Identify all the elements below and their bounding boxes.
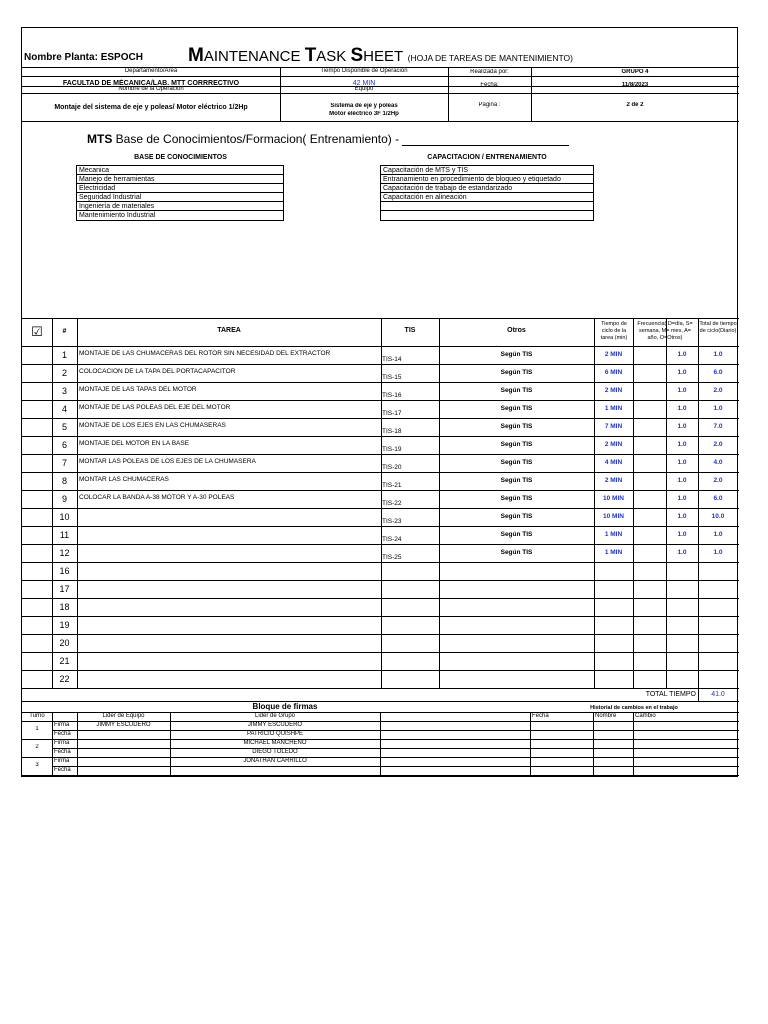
lider-equipo-firma xyxy=(77,740,170,748)
task-num: 3 xyxy=(61,386,67,396)
task-num: 9 xyxy=(61,494,67,504)
plant-label: Nombre Planta: xyxy=(24,52,98,63)
task-otros: Según TIS xyxy=(500,387,533,394)
equipo-value-2: Motor eléctrico 3F 1/2Hp xyxy=(329,111,399,117)
lider-grupo-header: Lider de Grupo xyxy=(254,713,296,719)
dept-value: FACULTAD DE MÉCANICA/LAB. MTT CORRRECTIVO xyxy=(62,80,240,87)
task-tis: TIS-21 xyxy=(382,482,402,489)
plant-value: ESPOCH xyxy=(100,52,143,63)
task-tis: TIS-19 xyxy=(382,446,402,453)
task-tiempo xyxy=(594,638,633,648)
task-total: 10.0 xyxy=(711,513,725,520)
history-cambio-header: Cambio xyxy=(635,713,656,719)
task-tis xyxy=(382,607,438,616)
task-frecuencia xyxy=(666,620,698,630)
signature-block-title: Bloque de firmas xyxy=(252,702,318,711)
pagina-value: 2 de 2 xyxy=(626,102,644,108)
task-desc: MONTAR LAS POLEAS DE LOS EJES DE LA CHUMASERA xyxy=(79,458,256,465)
task-total: 1.0 xyxy=(713,531,723,538)
task-tis xyxy=(382,661,438,670)
equipo-label: Equipo xyxy=(354,86,374,92)
task-frecuencia: 1.0 xyxy=(677,477,687,484)
task-num: 17 xyxy=(59,584,70,594)
task-desc: MONTAJE DE LAS TAPAS DEL MOTOR xyxy=(79,386,197,393)
mts-heading xyxy=(87,132,399,146)
task-tis: TIS-16 xyxy=(382,392,402,399)
task-otros: Según TIS xyxy=(500,495,533,502)
turno-header: Turno xyxy=(29,713,45,719)
turno-number: 1 xyxy=(35,726,39,732)
checkbox-icon[interactable]: ☑ xyxy=(31,324,43,339)
task-tis xyxy=(382,571,438,580)
task-num: 22 xyxy=(59,674,70,684)
task-frecuencia: 1.0 xyxy=(677,441,687,448)
total-time-label: TOTAL TIEMPO xyxy=(645,691,696,698)
lider-grupo-fecha xyxy=(170,767,380,775)
task-total: 1.0 xyxy=(713,549,723,556)
training-item: Capacitación de trabajo de estandarizado xyxy=(381,184,593,193)
firma-label: Firma xyxy=(54,740,70,746)
task-num: 2 xyxy=(61,368,67,378)
operation-label: Nombre de la Operación xyxy=(118,86,184,92)
task-desc xyxy=(79,619,379,629)
task-desc: COLOCACION DE LA TAPA DEL PORTACAPACITOR xyxy=(79,368,236,375)
task-total: 6.0 xyxy=(713,495,723,502)
fecha-label: Fecha xyxy=(54,767,71,773)
task-otros: Según TIS xyxy=(500,531,533,538)
task-tiempo: 6 MIN xyxy=(604,369,623,376)
task-desc: MONTAR LAS CHUMACERAS xyxy=(79,476,169,483)
mts-heading-bold: MTS xyxy=(87,132,113,146)
task-frecuencia: 1.0 xyxy=(677,495,687,502)
plant-name xyxy=(24,52,143,63)
lider-equipo-firma: JIMMY ESCUDERO xyxy=(96,722,151,728)
mts-heading-text: Base de Conocimientos/Formacion( Entrenamiento) - xyxy=(112,132,400,146)
task-tiempo: 1 MIN xyxy=(604,405,623,412)
time-value: 42 MIN xyxy=(352,80,376,87)
task-otros: Según TIS xyxy=(500,369,533,376)
training-list xyxy=(380,165,594,221)
fecha-label: Fecha xyxy=(54,749,71,755)
task-num: 16 xyxy=(59,566,70,576)
task-num: 20 xyxy=(59,638,70,648)
title-word-2: ASK xyxy=(316,48,351,65)
lider-grupo-firma: JIMMY ESCUDERO xyxy=(247,722,303,728)
title-letter-t: T xyxy=(304,45,317,66)
equipo-value-1: Sistema de eje y poleas xyxy=(330,103,398,109)
col-num-header: # xyxy=(62,328,67,335)
task-tis xyxy=(382,625,438,634)
history-title: Historial de cambios en el trabajo xyxy=(590,705,678,711)
task-otros: Según TIS xyxy=(500,549,533,556)
task-total: 2.0 xyxy=(713,441,723,448)
task-frecuencia xyxy=(666,656,698,666)
fecha-value: 11/8/2023 xyxy=(621,82,649,88)
task-num: 6 xyxy=(61,440,67,450)
task-num: 18 xyxy=(59,602,70,612)
task-frecuencia: 1.0 xyxy=(677,531,687,538)
task-desc xyxy=(79,637,379,647)
task-total: 1.0 xyxy=(713,405,723,412)
training-item: Capacitación en alineación xyxy=(381,193,593,202)
task-otros xyxy=(439,638,594,648)
lider-grupo-fecha: PATRICIO QUISHPE xyxy=(246,731,304,737)
turno-number: 3 xyxy=(35,762,39,768)
task-frecuencia: 1.0 xyxy=(677,513,687,520)
task-total: 4.0 xyxy=(713,459,723,466)
lider-equipo-header: Lider de Equipo xyxy=(102,713,145,719)
task-tis: TIS-14 xyxy=(382,356,402,363)
task-otros: Según TIS xyxy=(500,459,533,466)
task-total: 1.0 xyxy=(713,351,723,358)
task-desc xyxy=(79,601,379,611)
task-tis: TIS-23 xyxy=(382,518,402,525)
task-desc: COLOCAR LA BANDA A-38 MOTOR Y A-30 POLEAS xyxy=(79,494,235,501)
task-total xyxy=(698,638,738,648)
task-otros: Según TIS xyxy=(500,441,533,448)
turno-number: 2 xyxy=(35,744,39,750)
task-num: 19 xyxy=(59,620,70,630)
title-letter-m: M xyxy=(188,45,204,66)
task-total xyxy=(698,656,738,666)
task-frecuencia: 1.0 xyxy=(677,405,687,412)
task-frecuencia: 1.0 xyxy=(677,387,687,394)
training-item: Capacitación de MTS y TIS xyxy=(381,166,593,175)
task-frecuencia xyxy=(666,584,698,594)
task-num: 5 xyxy=(61,422,67,432)
task-desc: MONTAJE DE LAS POLEAS DEL EJE DEL MOTOR xyxy=(79,404,231,411)
task-num: 4 xyxy=(61,404,67,414)
knowledge-base-title: BASE DE CONOCIMIENTOS xyxy=(134,154,227,161)
history-nombre-header: Nombre xyxy=(595,713,617,719)
task-otros: Según TIS xyxy=(500,477,533,484)
task-total: 2.0 xyxy=(713,477,723,484)
knowledge-item: Electricidad xyxy=(77,184,283,193)
col-tis-header: TIS xyxy=(404,327,416,334)
task-frecuencia: 1.0 xyxy=(677,549,687,556)
task-desc xyxy=(79,529,379,539)
task-total xyxy=(698,566,738,576)
task-total: 2.0 xyxy=(713,387,723,394)
total-time-value: 41.0 xyxy=(711,691,725,698)
lider-grupo-firma: MICHAEL MANCHENO xyxy=(243,740,307,746)
task-tis: TIS-17 xyxy=(382,410,402,417)
col-total-header: Total de tiempo de ciclo(Diario) xyxy=(699,321,737,334)
task-total xyxy=(698,584,738,594)
task-tis: TIS-25 xyxy=(382,554,402,561)
task-frecuencia: 1.0 xyxy=(677,459,687,466)
realizada-value: GRUPO 4 xyxy=(621,69,649,75)
title-word-1: AINTENANCE xyxy=(203,48,305,65)
task-otros xyxy=(439,584,594,594)
task-tiempo: 10 MIN xyxy=(603,513,624,520)
task-total: 6.0 xyxy=(713,369,723,376)
fecha-label: Fecha xyxy=(54,731,71,737)
task-frecuencia xyxy=(666,638,698,648)
task-desc: MONTAJE DEL MOTOR EN LA BASE xyxy=(79,440,190,447)
task-desc: MONTAJE DE LAS CHUMACERAS DEL ROTOR SIN NECESIDAD DEL EXTRACTOR xyxy=(79,350,331,357)
task-tis xyxy=(382,679,438,688)
dept-label: Departamento/Area xyxy=(124,68,178,74)
sheet-title xyxy=(188,45,573,67)
col-otros-header: Otros xyxy=(507,327,526,334)
task-tiempo: 7 MIN xyxy=(604,423,623,430)
task-desc xyxy=(79,565,379,575)
task-tis xyxy=(382,589,438,598)
task-frecuencia xyxy=(666,674,698,684)
col-tiempo-header: Tiempo de ciclo de la tarea (min) xyxy=(600,321,628,341)
pagina-label: Pagina : xyxy=(478,102,501,108)
task-desc xyxy=(79,547,379,557)
task-frecuencia xyxy=(666,566,698,576)
task-tis: TIS-18 xyxy=(382,428,402,435)
task-otros: Según TIS xyxy=(500,351,533,358)
task-tiempo: 1 MIN xyxy=(604,531,623,538)
task-tiempo: 2 MIN xyxy=(604,477,623,484)
task-tiempo xyxy=(594,620,633,630)
knowledge-item: Seguridad Industrial xyxy=(77,193,283,202)
task-otros: Según TIS xyxy=(500,513,533,520)
task-tis: TIS-24 xyxy=(382,536,402,543)
knowledge-item: Ingeniería de materiales xyxy=(77,202,283,211)
task-otros xyxy=(439,566,594,576)
lider-grupo-firma: JONATHAN CARRILLO xyxy=(243,758,307,764)
lider-grupo-fecha: DIEGO TOLEDO xyxy=(252,749,298,755)
task-num: 8 xyxy=(61,476,67,486)
task-otros: Según TIS xyxy=(500,405,533,412)
task-otros: Según TIS xyxy=(500,423,533,430)
training-item xyxy=(381,202,593,211)
col-frecuencia-header: Frecuencia( D=día, S= semana, M= mes, A= año, O=Otros) xyxy=(637,321,693,341)
task-sheet xyxy=(21,27,738,777)
task-tiempo: 2 MIN xyxy=(604,441,623,448)
task-tis xyxy=(382,643,438,652)
task-num: 10 xyxy=(59,512,70,522)
task-tiempo: 1 MIN xyxy=(604,549,623,556)
task-num: 1 xyxy=(61,350,67,360)
task-frecuencia: 1.0 xyxy=(677,351,687,358)
firma-label: Firma xyxy=(54,758,70,764)
task-total xyxy=(698,620,738,630)
col-tarea-header: TAREA xyxy=(217,327,241,334)
training-item: Entranamiento en procedimiento de bloqueo y etiquetado xyxy=(381,175,593,184)
task-tiempo xyxy=(594,566,633,576)
task-desc xyxy=(79,655,379,665)
operation-value: Montaje del sistema de eje y poleas/ Motor eléctrico 1/2Hp xyxy=(54,104,248,111)
training-item xyxy=(381,211,593,220)
knowledge-base-list xyxy=(76,165,284,221)
task-otros xyxy=(439,656,594,666)
title-subtitle: (HOJA DE TAREAS DE MANTENIMIENTO) xyxy=(407,53,573,63)
task-num: 21 xyxy=(59,656,70,666)
realizada-label: Realizada por: xyxy=(470,69,509,75)
time-label: Tiempo Disponible de Operación xyxy=(320,68,408,74)
training-title: CAPACITACION / ENTRENAMIENTO xyxy=(427,154,547,161)
knowledge-item: Mecanica xyxy=(77,166,283,175)
task-tiempo xyxy=(594,584,633,594)
task-tiempo xyxy=(594,656,633,666)
task-frecuencia: 1.0 xyxy=(677,369,687,376)
task-desc xyxy=(79,511,379,521)
task-num: 7 xyxy=(61,458,67,468)
task-desc: MONTAJE DE LOS EJES EN LAS CHUMASERAS xyxy=(79,422,226,429)
history-fecha-header: Fecha xyxy=(532,713,549,719)
task-desc xyxy=(79,673,379,683)
task-tis: TIS-15 xyxy=(382,374,402,381)
task-tiempo: 10 MIN xyxy=(603,495,624,502)
knowledge-item: Manejo de herramientas xyxy=(77,175,283,184)
task-total xyxy=(698,674,738,684)
firma-label: Firma xyxy=(54,722,70,728)
fecha-label: Fecha: xyxy=(480,82,499,88)
knowledge-item: Mantenimiento Industrial xyxy=(79,212,156,219)
task-tiempo xyxy=(594,602,633,612)
task-total: 7.0 xyxy=(713,423,723,430)
task-otros xyxy=(439,620,594,630)
task-num: 12 xyxy=(59,548,70,558)
task-num: 11 xyxy=(59,530,70,540)
task-tiempo: 2 MIN xyxy=(604,351,623,358)
task-otros xyxy=(439,674,594,684)
task-tis: TIS-20 xyxy=(382,464,402,471)
task-desc xyxy=(79,583,379,593)
task-total xyxy=(698,602,738,612)
task-tis: TIS-22 xyxy=(382,500,402,507)
title-word-3: HEET xyxy=(363,48,404,65)
task-otros xyxy=(439,602,594,612)
task-tiempo: 2 MIN xyxy=(604,387,623,394)
task-tiempo xyxy=(594,674,633,684)
lider-equipo-firma xyxy=(77,758,170,766)
task-tiempo: 4 MIN xyxy=(604,459,623,466)
title-letter-s: S xyxy=(350,45,364,66)
task-frecuencia: 1.0 xyxy=(677,423,687,430)
task-frecuencia xyxy=(666,602,698,612)
